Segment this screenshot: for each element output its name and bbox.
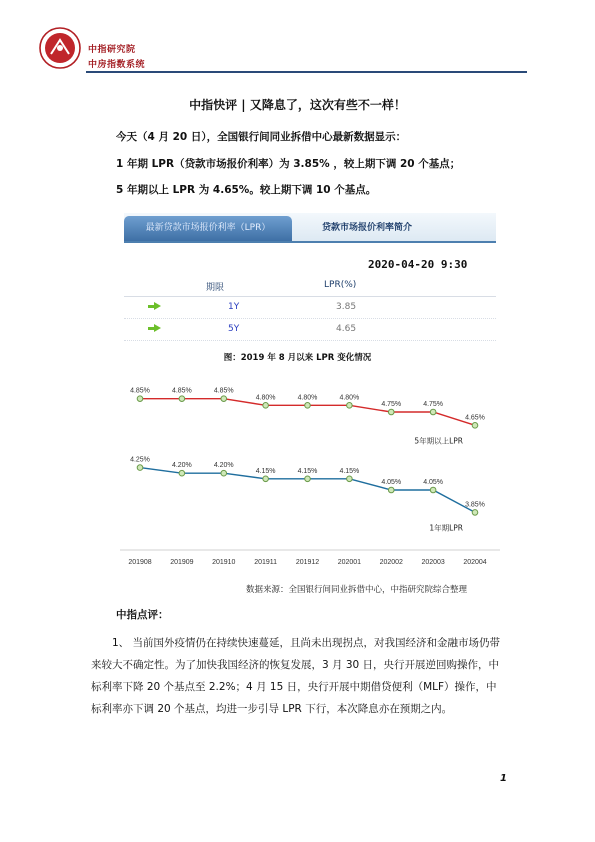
lead-line-1: 今天（4 月 20 日），全国银行间同业拆借中心最新数据显示： [116, 131, 407, 143]
green-arrow-icon [154, 324, 161, 332]
x-tick-label: 202004 [463, 559, 487, 566]
x-tick-label: 202001 [337, 559, 362, 566]
data-point [305, 403, 311, 409]
header-divider [86, 71, 527, 73]
data-point [347, 403, 353, 409]
table-row [124, 296, 496, 319]
data-label: 4.85% [213, 387, 234, 395]
page-title: 中指快评 | 又降息了，这次有些不一样！ [189, 98, 406, 112]
tab-lpr-intro[interactable]: 贷款市场报价利率简介 [321, 223, 412, 233]
data-point [430, 409, 436, 415]
data-point [263, 476, 269, 482]
x-tick-label: 202003 [421, 559, 445, 566]
data-label: 4.80% [255, 394, 276, 402]
org-subname: 中房指数系统 [88, 60, 146, 70]
lead-line-2: 1 年期 LPR（贷款市场报价利率）为 3.85% ，较上期下调 20 个基点； [116, 158, 461, 170]
x-tick-label: 201912 [295, 559, 320, 566]
data-point [472, 510, 478, 516]
row-term: 1Y [228, 302, 240, 312]
row-rate: 3.85 [336, 302, 357, 312]
data-label: 4.15% [339, 467, 360, 475]
data-point [388, 409, 394, 415]
data-label: 4.20% [171, 462, 192, 470]
data-point [347, 476, 353, 482]
data-point [472, 423, 478, 429]
x-tick-label: 201908 [128, 559, 152, 566]
commentary-heading: 中指点评： [116, 609, 169, 621]
x-tick-label: 201910 [212, 559, 236, 566]
tab-latest-lpr[interactable]: 最新贷款市场报价利率（LPR） [124, 216, 292, 241]
row-rate: 4.65 [336, 324, 357, 334]
figure-caption: 图：2019 年 8 月以来 LPR 变化情况 [223, 353, 372, 363]
x-tick-label: 202002 [379, 559, 403, 566]
lead-line-3: 5 年期以上 LPR 为 4.65%。较上期下调 10 个基点。 [116, 184, 377, 196]
data-point [305, 476, 311, 482]
table-row [124, 318, 496, 341]
data-label: 3.85% [465, 501, 485, 509]
data-label: 4.75% [423, 401, 444, 408]
data-point [137, 465, 143, 471]
data-label: 4.80% [339, 394, 360, 402]
green-arrow-icon [154, 302, 161, 310]
data-point [221, 396, 227, 402]
data-point [221, 470, 227, 476]
data-label: 4.25% [130, 456, 150, 464]
data-label: 4.05% [381, 479, 402, 486]
data-point [137, 396, 143, 402]
brand-logo-icon [38, 26, 82, 70]
col-term: 期限 [206, 283, 225, 293]
data-point [263, 403, 269, 409]
data-point [179, 396, 185, 402]
panel-tab-bar [124, 213, 496, 243]
data-point [430, 487, 436, 493]
data-label: 4.15% [297, 467, 318, 475]
data-label: 4.75% [381, 401, 402, 408]
col-rate: LPR(%) [324, 280, 357, 290]
page-number: 1 [500, 773, 507, 784]
lpr-table-header [124, 278, 496, 297]
x-tick-label: 201909 [170, 559, 194, 566]
data-label: 4.85% [171, 387, 192, 395]
series-name-label: 5年期以上LPR [414, 436, 463, 446]
lpr-panel [124, 213, 496, 343]
org-name: 中指研究院 [88, 45, 136, 55]
data-source: 数据来源：全国银行间同业拆借中心，中指研究院综合整理 [246, 585, 468, 595]
lpr-line-chart [120, 372, 500, 572]
data-label: 4.80% [297, 394, 318, 402]
series-name-label: 1年期LPR [429, 523, 463, 533]
lpr-datetime: 2020-04-20 9:30 [368, 258, 468, 271]
data-label: 4.20% [213, 462, 234, 470]
data-label: 4.05% [423, 479, 444, 486]
data-label: 4.85% [130, 387, 150, 395]
data-point [179, 470, 185, 476]
data-label: 4.15% [255, 467, 276, 475]
row-term: 5Y [228, 324, 240, 334]
commentary-paragraph: 1、 当前国外疫情仍在持续快速蔓延，且尚未出现拐点，对我国经济和金融市场仍带来较大不确定性。为了加快我国经济的恢复发展，3 月 30 日，央行开展逆回购操作，中标利率下降 20 个基点至 2.2%；4 月 15 日，央行开展中期借贷便利（MLF）操作，中标利率亦下调 20 个基点，均进一步引导 LPR 下行，本次降息亦在预期之内。 [91, 637, 501, 715]
data-label: 4.65% [465, 414, 485, 422]
x-tick-label: 201911 [254, 559, 278, 566]
data-point [388, 487, 394, 493]
